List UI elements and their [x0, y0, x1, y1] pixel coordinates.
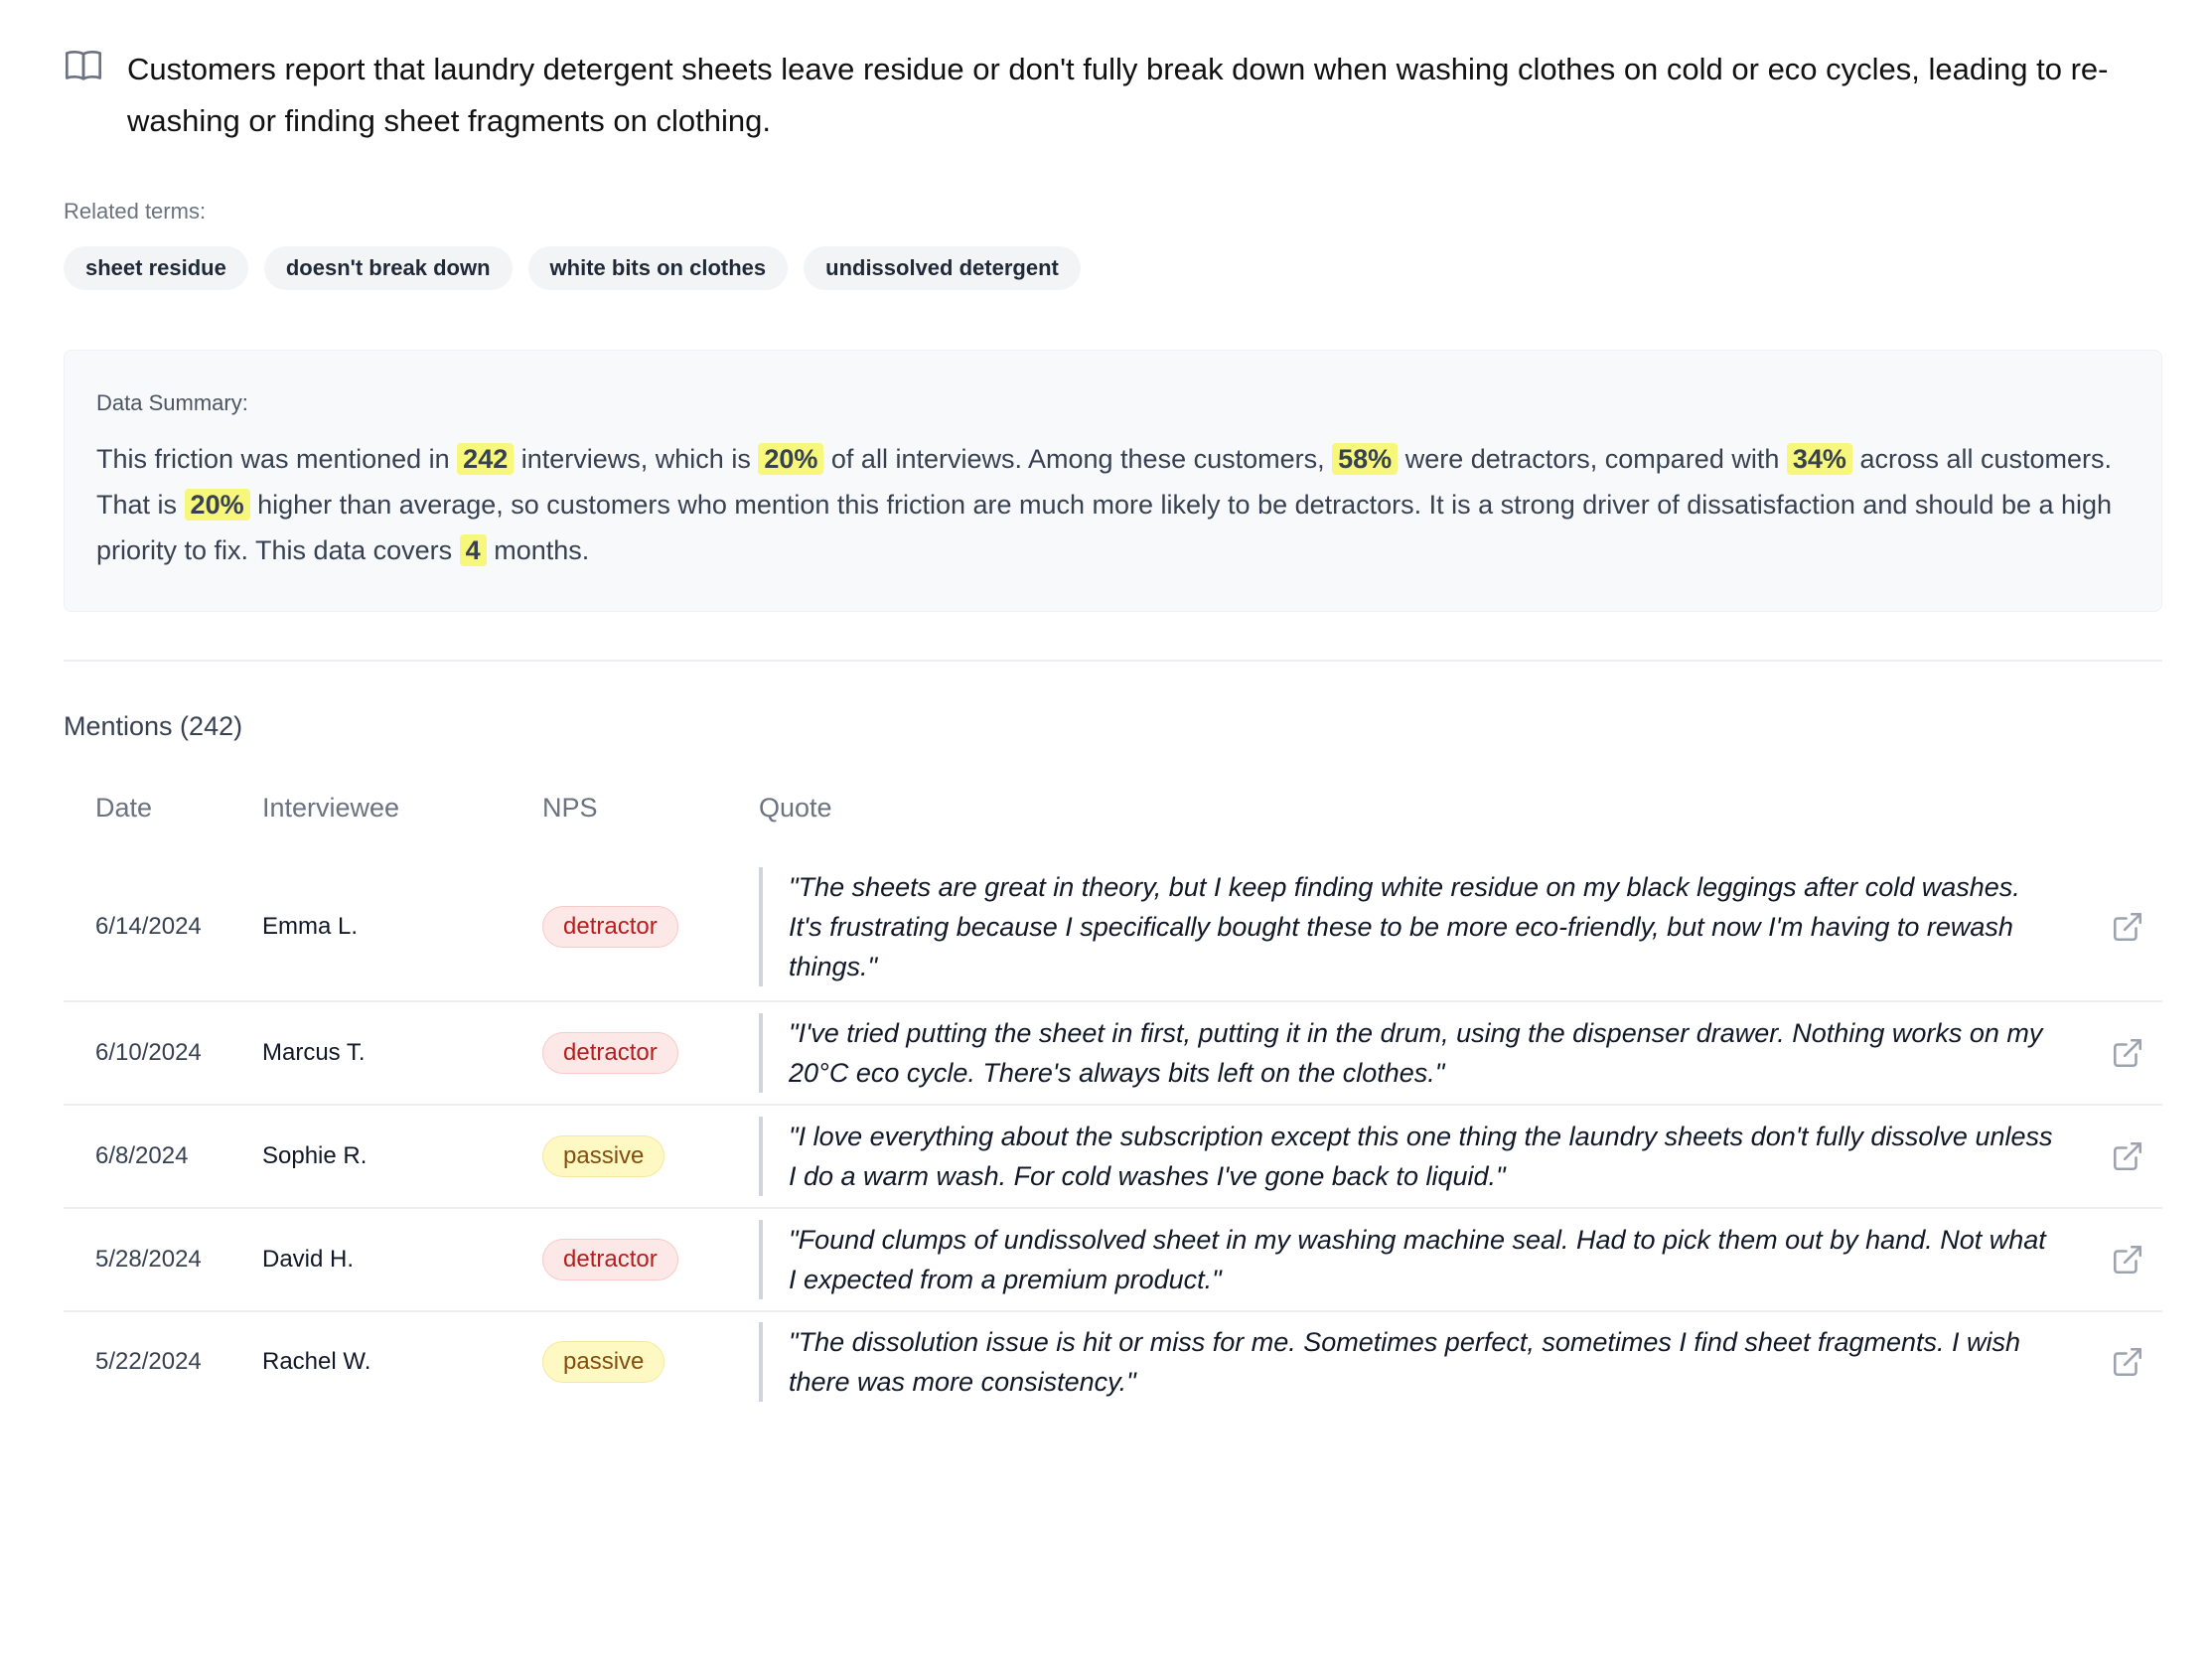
open-source-button[interactable]	[2093, 1036, 2162, 1070]
mention-interviewee: Sophie R.	[262, 1142, 368, 1169]
external-link-icon[interactable]	[2111, 1243, 2144, 1277]
baseline-rate-highlight: 34%	[1787, 443, 1852, 475]
open-source-button[interactable]	[2093, 1345, 2162, 1379]
summary-text-segment: months.	[494, 535, 590, 565]
summary-text-segment: higher than average, so customers who mention this friction are much more likely to be detractors. It is a strong driver of dissatisfaction and should be a high priority to fix. This data covers	[96, 490, 2113, 565]
data-summary-text	[96, 436, 2130, 573]
mention-date: 6/14/2024	[95, 913, 202, 940]
months-highlight: 4	[460, 534, 487, 566]
external-link-icon[interactable]	[2111, 910, 2144, 944]
table-row[interactable]	[64, 1002, 2162, 1106]
nps-cell	[542, 1341, 759, 1383]
data-summary-label: Data Summary:	[96, 390, 248, 415]
nps-cell	[542, 1032, 759, 1074]
open-source-button[interactable]	[2093, 910, 2162, 944]
section-divider	[64, 660, 2162, 662]
mention-interviewee: Rachel W.	[262, 1348, 371, 1375]
table-row[interactable]	[64, 1312, 2162, 1412]
friction-header	[64, 44, 2148, 147]
mention-date: 5/22/2024	[95, 1348, 202, 1375]
summary-text-segment: were detractors, compared with	[1404, 444, 1780, 474]
external-link-icon[interactable]	[2111, 1139, 2144, 1173]
summary-text-segment: This friction was mentioned in	[96, 444, 450, 474]
table-row[interactable]	[64, 1106, 2162, 1209]
mention-quote: "I love everything about the subscription except this one thing the laundry sheets don't fully dissolve unless I do a warm wash. For cold washes I've gone back to liquid."	[759, 1117, 2093, 1196]
summary-text-segment: interviews, which is	[520, 444, 751, 474]
external-link-icon[interactable]	[2111, 1036, 2144, 1070]
related-terms-label: Related terms:	[64, 199, 207, 224]
mention-interviewee: David H.	[262, 1246, 355, 1273]
nps-badge: detractor	[542, 906, 678, 948]
external-link-icon[interactable]	[2111, 1345, 2144, 1379]
data-summary-panel	[64, 350, 2162, 612]
mentions-table	[64, 778, 2162, 1412]
nps-cell	[542, 1135, 759, 1177]
mention-quote: "The dissolution issue is hit or miss for me. Sometimes perfect, sometimes I find sheet fragments. I wish there was more consistency."	[759, 1322, 2093, 1402]
mention-quote: "The sheets are great in theory, but I keep finding white residue on my black leggings after cold washes. It's frustrating because I specifically bought these to be more eco-friendly, but now I'm having to rewash things."	[759, 867, 2093, 986]
open-source-button[interactable]	[2093, 1243, 2162, 1277]
interviews-count-highlight: 242	[457, 443, 514, 475]
related-terms-list	[64, 246, 2148, 290]
mention-quote: "Found clumps of undissolved sheet in my washing machine seal. Had to pick them out by hand. Not what I expected from a premium product."	[759, 1220, 2093, 1299]
table-row[interactable]	[64, 1209, 2162, 1312]
summary-text-segment: across all customers. That is	[96, 444, 2113, 520]
mentions-title: Mentions (242)	[64, 711, 243, 741]
mention-interviewee: Emma L.	[262, 913, 359, 940]
related-term-chip[interactable]: undissolved detergent	[804, 246, 1081, 290]
mention-date: 5/28/2024	[95, 1246, 202, 1273]
column-header-nps[interactable]: NPS	[542, 792, 598, 823]
nps-cell	[542, 906, 759, 948]
column-header-date[interactable]: Date	[95, 792, 153, 823]
difference-highlight: 20%	[185, 489, 250, 521]
column-header-interviewee[interactable]: Interviewee	[262, 792, 400, 823]
mention-interviewee: Marcus T.	[262, 1039, 366, 1066]
open-source-button[interactable]	[2093, 1139, 2162, 1173]
related-term-chip[interactable]: white bits on clothes	[528, 246, 789, 290]
column-header-quote: Quote	[759, 792, 832, 823]
table-header	[64, 778, 2162, 837]
interview-share-highlight: 20%	[758, 443, 823, 475]
mention-date: 6/8/2024	[95, 1142, 189, 1169]
friction-description: Customers report that laundry detergent sheets leave residue or don't fully break down when washing clothes on cold or eco cycles, leading to re-washing or finding sheet fragments on clothing.	[127, 52, 2109, 138]
related-term-chip[interactable]: doesn't break down	[264, 246, 513, 290]
nps-badge: detractor	[542, 1239, 678, 1280]
book-icon	[64, 46, 103, 85]
mention-quote: "I've tried putting the sheet in first, putting it in the drum, using the dispenser drawer. Nothing works on my 20°C eco cycle. There's always bits left on the clothes."	[759, 1013, 2093, 1093]
table-body	[64, 853, 2162, 1412]
nps-badge: passive	[542, 1341, 664, 1383]
summary-text-segment: of all interviews. Among these customers,	[830, 444, 1325, 474]
nps-badge: passive	[542, 1135, 664, 1177]
mention-date: 6/10/2024	[95, 1039, 202, 1066]
nps-badge: detractor	[542, 1032, 678, 1074]
related-term-chip[interactable]: sheet residue	[64, 246, 248, 290]
nps-cell	[542, 1239, 759, 1280]
detractor-rate-highlight: 58%	[1332, 443, 1398, 475]
table-row[interactable]	[64, 853, 2162, 1002]
